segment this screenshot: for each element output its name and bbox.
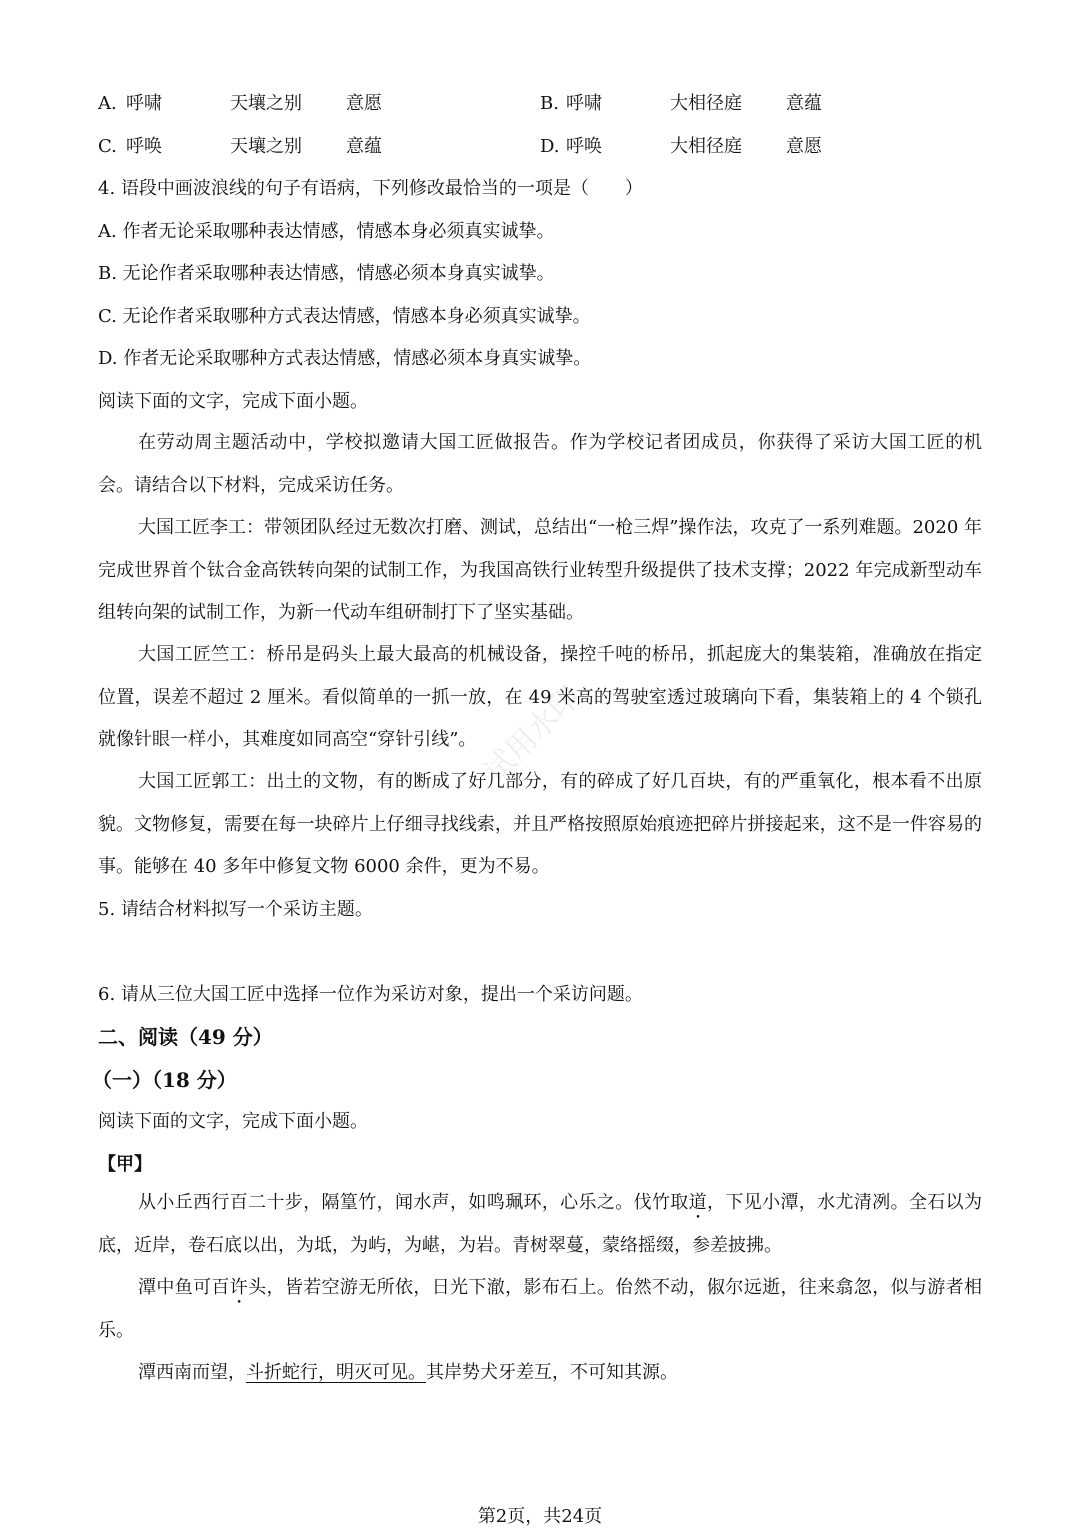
option-word-3: 意蕴 (346, 136, 382, 157)
option-label: D. (540, 136, 560, 157)
page-number: 第2页，共24页 (477, 1506, 603, 1527)
option-word-1: 呼唤 (566, 136, 602, 157)
q4-option-b: B. 无论作者采取哪种表达情感，情感必须本身真实诚挚。 (98, 263, 555, 284)
q4-option-d: D. 作者无论采取哪种方式表达情感，情感必须本身真实诚挚。 (98, 348, 592, 369)
q6: 6. 请从三位大国工匠中选择一位作为采访对象，提出一个采访问题。 (98, 984, 643, 1005)
text-run: 其岸势犬牙差互，不可知其源。 (426, 1362, 678, 1383)
option-word-2: 大相径庭 (670, 93, 742, 114)
reading-instruction-2: 阅读下面的文字，完成下面小题。 (98, 1111, 368, 1132)
q5: 5. 请结合材料拟写一个采访主题。 (98, 899, 373, 920)
classical-paragraph-2 (98, 1267, 982, 1352)
text-run: 潭西南而望， (138, 1362, 246, 1383)
watermark: 试用水印 (477, 679, 588, 790)
option-word-3: 意愿 (346, 93, 382, 114)
dotted-character: 许 (229, 1277, 249, 1298)
option-label: B. (540, 93, 559, 114)
text-run: 从小丘西行百二十步，隔篁竹，闻水声，如鸣珮环，心乐之。伐竹取 (138, 1192, 689, 1213)
q4-option-c: C. 无论作者采取哪种方式表达情感，情感本身必须真实诚挚。 (98, 306, 591, 327)
option-word-3: 意愿 (786, 136, 822, 157)
option-word-2: 天壤之别 (230, 136, 302, 157)
reading-instruction: 阅读下面的文字，完成下面小题。 (98, 391, 368, 412)
option-label: A. (98, 93, 117, 114)
q3-option-d (540, 135, 822, 159)
underlined-sentence: 斗折蛇行，明灭可见。 (246, 1362, 426, 1383)
classical-paragraph-1 (98, 1182, 982, 1267)
section-heading: 二、阅读（49 分） (98, 1025, 273, 1049)
part-heading: （一）（18 分） (92, 1068, 237, 1092)
q3-option-c (98, 135, 382, 159)
option-word-1: 呼啸 (126, 93, 162, 114)
material-craftsman-li: 大国工匠李工：带领团队经过无数次打磨、测试，总结出“一枪三焊”操作法，攻克了一系列难题。2020 年完成世界首个钛合金高铁转向架的试制工作，为我国高铁行业转型升级提供了技术支撑；2022 年完成新型动车组转向架的试制工作，为新一代动车组研制打下了坚实基础。 (98, 517, 982, 623)
option-word-3: 意蕴 (786, 93, 822, 114)
q3-option-a (98, 92, 382, 116)
q4-stem: 4. 语段中画波浪线的句子有语病，下列修改最恰当的一项是（ ） (98, 178, 643, 199)
material-intro: 在劳动周主题活动中，学校拟邀请大国工匠做报告。作为学校记者团成员，你获得了采访大国工匠的机会。请结合以下材料，完成采访任务。 (98, 432, 982, 496)
material-craftsman-guo: 大国工匠郭工：出土的文物，有的断成了好几部分，有的碎成了好几百块，有的严重氧化，根本看不出原貌。文物修复，需要在每一块碎片上仔细寻找线索，并且严格按照原始痕迹把碎片拼接起来，这不是一件容易的事。能够在 40 多年中修复文物 6000 余件，更为不易。 (98, 771, 982, 877)
option-word-2: 大相径庭 (670, 136, 742, 157)
option-word-1: 呼啸 (566, 93, 602, 114)
option-label: C. (98, 136, 117, 157)
text-run: 头，皆若空游无所依，日光下澈，影布石上。佁然不动，俶尔远逝，往来翕忽，似与游者相乐。 (98, 1277, 983, 1341)
material-craftsman-lan: 大国工匠竺工：桥吊是码头上最大最高的机械设备，操控千吨的桥吊，抓起庞大的集装箱，准确放在指定位置，误差不超过 2 厘米。看似简单的一抓一放，在 49 米高的驾驶室透过玻璃向下看，集装箱上的 4 个锁孔就像针眼一样小，其难度如同高空“穿针引线”。 (98, 644, 982, 750)
dotted-character: 道 (688, 1192, 708, 1213)
classical-paragraph-3 (98, 1352, 982, 1395)
q3-option-b (540, 92, 822, 116)
option-word-2: 天壤之别 (230, 93, 302, 114)
text-run: 潭中鱼可百 (138, 1277, 230, 1298)
jia-label: 【甲】 (98, 1154, 152, 1175)
q4-option-a: A. 作者无论采取哪种表达情感，情感本身必须真实诚挚。 (98, 221, 555, 242)
text-run: ，下见小潭，水尤清冽。全石以为底，近岸，卷石底以出，为坻，为屿，为嵁，为岩。青树翠蔓，蒙络摇缀，参差披拂。 (98, 1192, 983, 1256)
option-word-1: 呼唤 (126, 136, 162, 157)
